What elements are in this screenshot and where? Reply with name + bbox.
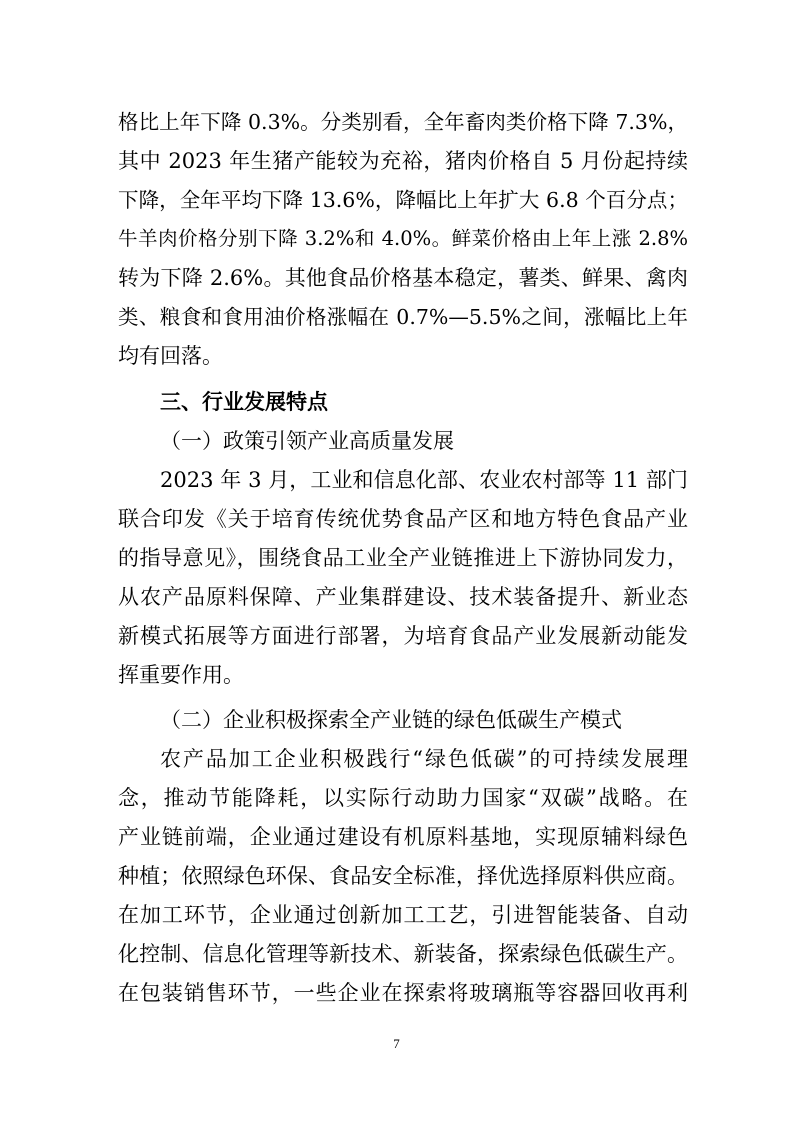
paragraph-line: 均有回落。	[118, 344, 223, 368]
paragraph-line: 产业链前端，企业通过建设有机原料基地，实现原辅料绿色	[118, 825, 688, 849]
page-number: 7	[393, 1036, 400, 1051]
subsection-heading: （一）政策引领产业高质量发展	[160, 429, 454, 453]
paragraph-line: 2023 年 3 月，工业和信息化部、农业农村部等 11 部门	[160, 468, 688, 492]
paragraph-line: 新模式拓展等方面进行部署，为培育食品产业发展新动能发	[118, 624, 688, 648]
paragraph-line: 联合印发《关于培育传统优势食品产区和地方特色食品产业	[118, 507, 688, 531]
paragraph-line: 种植；依照绿色环保、食品安全标准，择优选择原料供应商。	[118, 864, 688, 888]
paragraph-line: 转为下降 2.6%。其他食品价格基本稳定，薯类、鲜果、禽肉	[118, 266, 688, 290]
paragraph-line: 挥重要作用。	[118, 663, 244, 687]
paragraph-line: 下降，全年平均下降 13.6%，降幅比上年扩大 6.8 个百分点；	[118, 188, 688, 212]
paragraph-line: 化控制、信息化管理等新技术、新装备，探索绿色低碳生产。	[118, 942, 688, 966]
paragraph-line: 农产品加工企业积极践行“绿色低碳”的可持续发展理	[160, 747, 688, 771]
paragraph-line: 在加工环节，企业通过创新加工工艺，引进智能装备、自动	[118, 903, 688, 927]
paragraph-line: 牛羊肉价格分别下降 3.2%和 4.0%。鲜菜价格由上年上涨 2.8%	[118, 227, 688, 250]
paragraph-line: 的指导意见》，围绕食品工业全产业链推进上下游协同发力，	[118, 546, 688, 570]
subsection-heading: （二）企业积极探索全产业链的绿色低碳生产模式	[160, 708, 622, 732]
paragraph-line: 类、粮食和食用油价格涨幅在 0.7%—5.5%之间，涨幅比上年	[118, 305, 688, 329]
paragraph-line: 其中 2023 年生猪产能较为充裕，猪肉价格自 5 月份起持续	[118, 149, 688, 173]
paragraph-line: 在包装销售环节，一些企业在探索将玻璃瓶等容器回收再利	[118, 981, 688, 1005]
paragraph-line: 格比上年下降 0.3%。分类别看，全年畜肉类价格下降 7.3%，	[118, 110, 688, 134]
paragraph-line: 念，推动节能降耗，以实际行动助力国家“双碳”战略。在	[118, 786, 688, 810]
paragraph-line: 从农产品原料保障、产业集群建设、技术装备提升、新业态	[118, 585, 688, 609]
section-heading: 三、行业发展特点	[160, 390, 328, 414]
